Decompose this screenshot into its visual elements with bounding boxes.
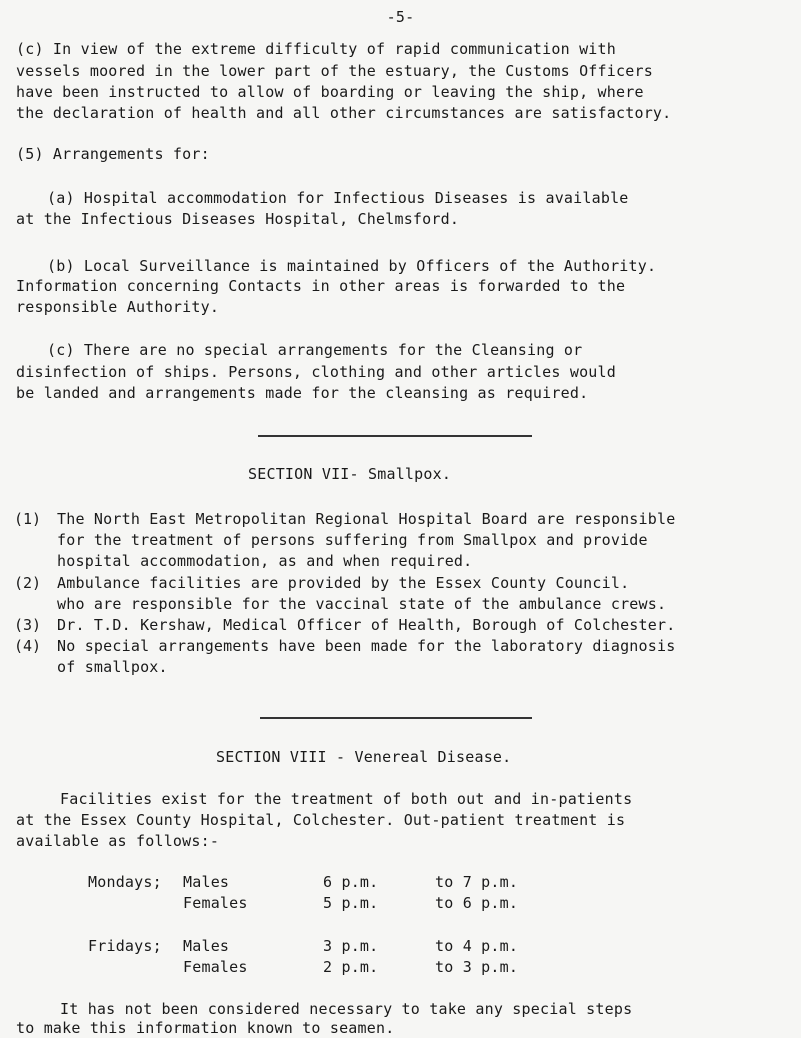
para-c-line-1: (c) In view of the extreme difficulty of rapid communication with bbox=[16, 40, 616, 58]
para-5a-line-2: at the Infectious Diseases Hospital, Chelmsford. bbox=[16, 210, 460, 228]
item-1-line-1: The North East Metropolitan Regional Hospital Board are responsible bbox=[57, 510, 676, 528]
schedule-mon-males-to: to 7 p.m. bbox=[435, 873, 519, 891]
para-5c-line-1: (c) There are no special arrangements for the Cleansing or bbox=[47, 341, 583, 359]
para-c-line-4: the declaration of health and all other circumstances are satisfactory. bbox=[16, 104, 672, 122]
para-5b-line-3: responsible Authority. bbox=[16, 298, 220, 316]
heading-arrangements: (5) Arrangements for: bbox=[16, 145, 210, 163]
para-5b-line-2: Information concerning Contacts in other areas is forwarded to the bbox=[16, 277, 626, 295]
closing-line-2: to make this information known to seamen. bbox=[16, 1019, 395, 1037]
item-4-line-2: of smallpox. bbox=[57, 658, 168, 676]
section-8-title: SECTION VIII - Venereal Disease. bbox=[216, 748, 512, 766]
section-8-intro-line-1: Facilities exist for the treatment of both out and in-patients bbox=[60, 790, 633, 808]
para-5b-line-1: (b) Local Surveillance is maintained by Officers of the Authority. bbox=[47, 257, 657, 275]
section-8-intro-line-3: available as follows:- bbox=[16, 832, 220, 850]
schedule-fri-females-from: 2 p.m. bbox=[323, 958, 379, 976]
section-divider-2 bbox=[260, 717, 532, 719]
schedule-mon-females-from: 5 p.m. bbox=[323, 894, 379, 912]
item-1-line-3: hospital accommodation, as and when required. bbox=[57, 552, 473, 570]
para-5c-line-2: disinfection of ships. Persons, clothing and other articles would bbox=[16, 363, 616, 381]
item-4-line-1: No special arrangements have been made for the laboratory diagnosis bbox=[57, 637, 676, 655]
item-2-number: (2) bbox=[14, 574, 42, 592]
item-2-line-1: Ambulance facilities are provided by the Essex County Council. bbox=[57, 574, 630, 592]
schedule-day-mondays: Mondays; bbox=[88, 873, 162, 891]
schedule-day-fridays: Fridays; bbox=[88, 937, 162, 955]
item-4-number: (4) bbox=[14, 637, 42, 655]
schedule-mon-females-to: to 6 p.m. bbox=[435, 894, 519, 912]
schedule-fri-males-to: to 4 p.m. bbox=[435, 937, 519, 955]
schedule-mon-males-label: Males bbox=[183, 873, 230, 891]
schedule-fri-females-to: to 3 p.m. bbox=[435, 958, 519, 976]
para-c-line-3: have been instructed to allow of boarding or leaving the ship, where bbox=[16, 83, 644, 101]
schedule-mon-females-label: Females bbox=[183, 894, 248, 912]
section-7-title: SECTION VII- Smallpox. bbox=[248, 465, 452, 483]
schedule-mon-males-from: 6 p.m. bbox=[323, 873, 379, 891]
item-3-number: (3) bbox=[14, 616, 42, 634]
section-divider-1 bbox=[258, 435, 532, 437]
para-5c-line-3: be landed and arrangements made for the cleansing as required. bbox=[16, 384, 589, 402]
schedule-fri-females-label: Females bbox=[183, 958, 248, 976]
item-1-line-2: for the treatment of persons suffering from Smallpox and provide bbox=[57, 531, 648, 549]
item-3-line-1: Dr. T.D. Kershaw, Medical Officer of Health, Borough of Colchester. bbox=[57, 616, 676, 634]
page-number: -5- bbox=[386, 8, 415, 26]
closing-line-1: It has not been considered necessary to take any special steps bbox=[60, 1000, 633, 1018]
para-5a-line-1: (a) Hospital accommodation for Infectious Diseases is available bbox=[47, 189, 629, 207]
schedule-fri-males-from: 3 p.m. bbox=[323, 937, 379, 955]
schedule-fri-males-label: Males bbox=[183, 937, 230, 955]
item-1-number: (1) bbox=[14, 510, 42, 528]
section-8-intro-line-2: at the Essex County Hospital, Colchester. Out-patient treatment is bbox=[16, 811, 626, 829]
para-c-line-2: vessels moored in the lower part of the estuary, the Customs Officers bbox=[16, 62, 653, 80]
item-2-line-2: who are responsible for the vaccinal state of the ambulance crews. bbox=[57, 595, 667, 613]
